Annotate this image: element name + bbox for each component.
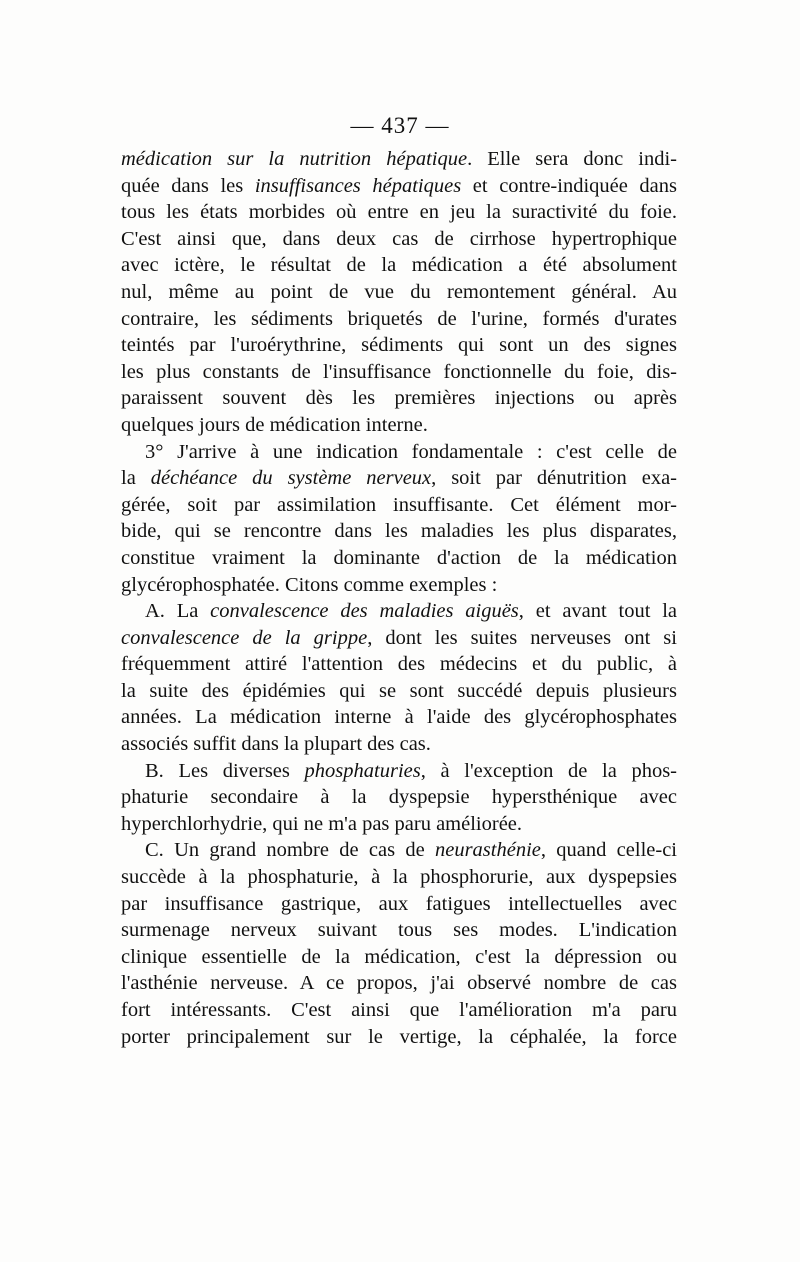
text-span: , soit par dénutrition exa- xyxy=(431,467,678,490)
text-line xyxy=(121,917,677,944)
text-span: la suite des épidémies qui se sont succédé depuis plusieurs xyxy=(121,679,677,702)
text-span: fréquemment attiré l'attention des médecins et du public, à xyxy=(121,653,677,676)
text-span: nul, même au point de vue du remontement général. Au xyxy=(121,280,677,303)
text-line xyxy=(121,385,677,412)
text-line xyxy=(121,970,677,997)
text-line xyxy=(121,625,677,652)
italic-text-span: médication sur la nutrition hépatique xyxy=(121,148,468,170)
text-span: 3° J'arrive à une indication fondamentale : c'est celle de xyxy=(145,440,677,463)
text-line xyxy=(121,598,677,625)
text-span: clinique essentielle de la médication, c'est la dépression ou xyxy=(121,945,677,968)
text-span: la xyxy=(121,467,151,490)
text-span: , et avant tout la xyxy=(518,600,677,623)
italic-text-span: neurasthénie xyxy=(434,839,541,862)
text-line xyxy=(121,1024,677,1051)
text-line xyxy=(121,359,677,386)
text-line xyxy=(121,997,677,1024)
page-number: — 437 — xyxy=(350,113,450,138)
text-line xyxy=(121,279,677,306)
text-line xyxy=(121,704,677,731)
text-span: . Elle sera donc indi- xyxy=(467,148,677,170)
text-line xyxy=(121,518,677,545)
text-span: , dont les suites nerveuses ont si xyxy=(367,626,677,649)
text-span: les plus constants de l'insuffisance fonctionnelle du foie, dis- xyxy=(121,360,677,383)
body-text xyxy=(121,146,677,1050)
text-line xyxy=(121,332,677,359)
text-span: associés suffit dans la plupart des cas. xyxy=(121,733,431,756)
text-span: porter principalement sur le vertige, la céphalée, la force xyxy=(121,1025,677,1048)
text-line xyxy=(121,678,677,705)
text-span: C'est ainsi que, dans deux cas de cirrhose hypertrophique xyxy=(121,227,677,250)
text-span: années. La médication interne à l'aide des glycérophosphates xyxy=(121,706,677,729)
text-span: teintés par l'uroérythrine, sédiments qui sont un des signes xyxy=(121,334,677,357)
italic-text-span: phosphaturies xyxy=(304,759,421,782)
text-line xyxy=(121,758,677,785)
text-span: contraire, les sédiments briquetés de l'urine, formés d'urates xyxy=(121,307,677,330)
text-span: avec ictère, le résultat de la médication a été absolument xyxy=(121,254,677,277)
text-line xyxy=(121,731,677,758)
text-span: fort intéressants. C'est ainsi que l'amélioration m'a paru xyxy=(121,999,677,1021)
text-span: gérée, soit par assimilation insuffisante. Cet élément mor- xyxy=(121,493,677,516)
text-line xyxy=(121,572,677,599)
text-line xyxy=(121,837,677,864)
text-line xyxy=(121,306,677,333)
text-line xyxy=(121,465,677,492)
italic-text-span: convalescence des maladies aiguës xyxy=(210,600,519,623)
text-span: par insuffisance gastrique, aux fatigues intellectuelles avec xyxy=(121,892,677,915)
text-span: bide, qui se rencontre dans les maladies les plus disparates, xyxy=(121,520,677,543)
text-line xyxy=(121,784,677,811)
text-span: hyperchlorhydrie, qui ne m'a pas paru améliorée. xyxy=(121,812,523,835)
text-line xyxy=(121,439,677,466)
italic-text-span: déchéance du système nerveux xyxy=(150,467,432,490)
text-line xyxy=(121,651,677,678)
text-span: A. La xyxy=(145,600,211,623)
text-span: l'asthénie nerveuse. A ce propos, j'ai observé nombre de cas xyxy=(121,972,677,995)
text-line xyxy=(121,412,677,439)
text-line xyxy=(121,199,677,226)
text-span: quée dans les xyxy=(121,174,255,197)
text-span: phaturie secondaire à la dyspepsie hypersthénique avec xyxy=(121,786,677,809)
text-span: quelques jours de médication interne. xyxy=(121,413,428,436)
italic-text-span: convalescence de la grippe xyxy=(121,626,368,649)
text-line xyxy=(121,944,677,971)
text-span: tous les états morbides où entre en jeu la suractivité du foie. xyxy=(121,201,677,224)
text-span: surmenage nerveux suivant tous ses modes. L'indication xyxy=(121,919,677,942)
italic-text-span: insuffisances hépatiques xyxy=(254,174,462,197)
text-span: C. Un grand nombre de cas de xyxy=(145,839,435,862)
text-span: B. Les diverses xyxy=(145,759,305,782)
text-span: , à l'exception de la phos- xyxy=(420,759,678,782)
text-span: constitue vraiment la dominante d'action de la médication xyxy=(121,546,677,569)
text-line xyxy=(121,252,677,279)
text-line xyxy=(121,146,677,173)
text-line xyxy=(121,545,677,572)
text-span: succède à la phosphaturie, à la phosphorurie, aux dyspepsies xyxy=(121,866,677,889)
text-span: et contre-indiquée dans xyxy=(461,174,678,197)
text-line xyxy=(121,226,677,253)
text-line xyxy=(121,864,677,891)
text-line xyxy=(121,173,677,200)
text-line xyxy=(121,811,677,838)
text-span: paraissent souvent dès les premières injections ou après xyxy=(121,387,677,410)
text-span: , quand celle-ci xyxy=(540,839,677,862)
text-line xyxy=(121,492,677,519)
text-line xyxy=(121,891,677,918)
text-span: glycérophosphatée. Citons comme exemples : xyxy=(121,573,498,596)
